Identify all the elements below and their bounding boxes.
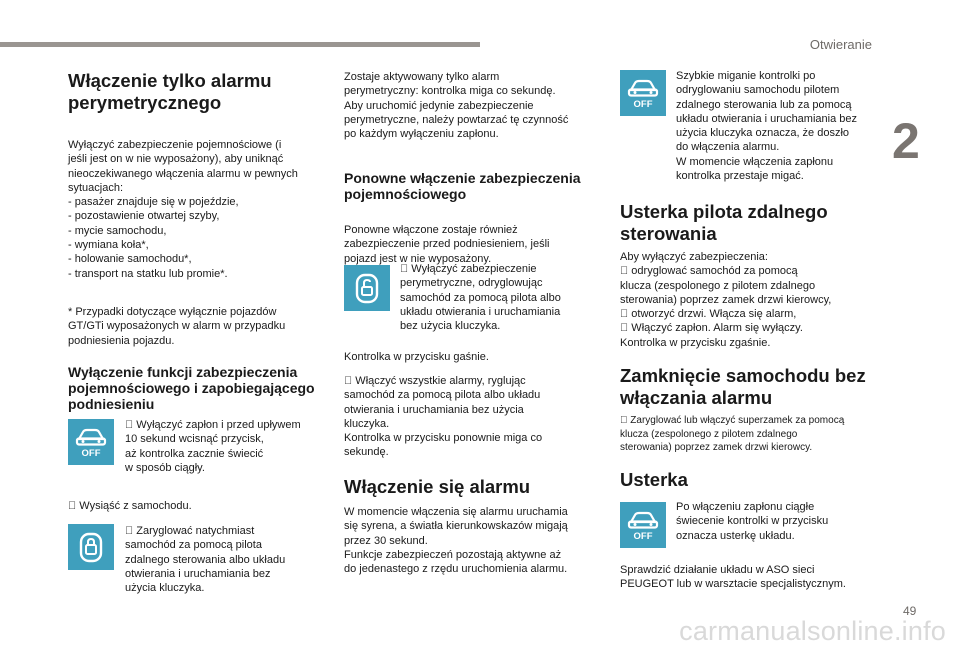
alarm-triggered-text: W momencie włączenia się alarmu uruchamia się syrena, a światła kierunkowskazów migają przez 30 sekund. Funkcje zabezpieczeń pozostają aktywne aż do jedenastego z rzędu uruchomienia alarmu. bbox=[344, 506, 568, 576]
lock-icon bbox=[68, 524, 114, 570]
chapter-number: 2 bbox=[892, 113, 920, 169]
lock-without-alarm-text: Zaryglować lub włączyć superzamek za pomocą klucza (zespolonego z pilotem zdalnego sterowania) poprzez zamek drzwi kierowcy. bbox=[620, 415, 834, 453]
footnote: * Przypadki dotyczące wyłącznie pojazdów GT/GTi wyposażonych w alarm w przypadku podniesienia pojazdu. bbox=[68, 306, 286, 347]
intro-text: Wyłączyć zabezpieczenie pojemnościowe (i jeśli jest on w nie wyposażony), aby uniknąć nieoczekiwanego włączenia alarmu w pewnych sytuacjach: - pasażer znajduje się w pojeździe, - pozostawienie otwartej szyby, - mycie samochodu, - wymiana koła*, - holowanie samochodu*, - transport na statku lub promie*. bbox=[68, 139, 298, 280]
step-press-button: Wyłączyć zapłon i przed upływem 10 sekund wcisnąć przycisk, aż kontrolka zacznie świecić w sposób ciągły. bbox=[125, 419, 290, 474]
heading-perimeter-alarm: Włączenie tylko alarmu perymetrycznego bbox=[68, 70, 272, 113]
step-exit-vehicle: Wysiąść z samochodu. bbox=[68, 500, 181, 512]
heading-lock-without-alarm: Zamknięcie samochodu bez włączania alarmu bbox=[620, 365, 866, 408]
svg-text:OFF: OFF bbox=[633, 99, 653, 110]
heading-reenable-volumetric: Ponowne włączenie zabezpieczenia pojemnościowego bbox=[344, 170, 581, 202]
service-text: Sprawdzić działanie układu w ASO sieci PEUGEOT lub w warsztacie specjalistycznym. bbox=[620, 564, 846, 591]
heading-disable-volumetric: Wyłączenie funkcji zabezpieczenia pojemnościowego i zapobiegającego podniesieniu bbox=[68, 364, 315, 412]
header-bar bbox=[0, 42, 480, 47]
light-off-text: Kontrolka w przycisku gaśnie. bbox=[344, 351, 489, 363]
section-label: Otwieranie bbox=[809, 37, 872, 52]
step-lock-vehicle: Zaryglować natychmiast samochód za pomocą pilota zdalnego sterowania albo układu otwierania i uruchamiania bez użycia kluczyka. bbox=[125, 525, 286, 595]
svg-text:OFF: OFF bbox=[633, 531, 653, 542]
remote-fault-steps: Aby wyłączyć zabezpieczenia: odryglować samochód za pomocą klucza (zespolonego z pilotem zdalnego sterowania) poprzez zamek drzwi kierowcy, otworzyć drzwi. Włącza się alarm, Włączyć zapłon. Alarm się wyłączy. Kontrolka w przycisku zgaśnie. bbox=[620, 251, 832, 349]
alarm-off-button-icon bbox=[68, 419, 114, 465]
heading-alarm-triggered: Włączenie się alarmu bbox=[344, 476, 531, 497]
svg-text:OFF: OFF bbox=[81, 448, 101, 459]
page-number: 49 bbox=[903, 604, 917, 618]
fault-text: Po włączeniu zapłonu ciągłe świecenie kontrolki w przycisku oznacza usterkę układu. bbox=[676, 501, 829, 542]
watermark: carmanualsonline.info bbox=[679, 616, 946, 646]
step-enable-all-alarms: Włączyć wszystkie alarmy, ryglując samochód za pomocą pilota albo układu otwierania i uruchamiania bez użycia kluczyka. Kontrolka w przycisku ponownie miga co sekundę. bbox=[344, 375, 543, 459]
perimeter-activated-text: Zostaje aktywowany tylko alarm perymetryczny: kontrolka miga co sekundę. Aby uruchomić jedynie zabezpieczenie perymetryczne, należy powtarzać tę czynność po każdym wyłączeniu zapłonu. bbox=[344, 71, 569, 141]
step-disable-perimeter: Wyłączyć zabezpieczenie perymetryczne, odryglowując samochód za pomocą pilota albo układu otwierania i uruchamiania bez użycia kluczyka. bbox=[400, 263, 561, 333]
fast-blinking-text: Szybkie miganie kontrolki po odryglowaniu samochodu pilotem zdalnego sterowania lub za pomocą układu otwierania i uruchamiania bez użycia kluczyka oznacza, że doszło do włączenia alarmu. W momencie włączenia zapłonu kontrolka przestaje migać. bbox=[676, 70, 857, 183]
heading-fault: Usterka bbox=[620, 469, 688, 490]
unlock-icon bbox=[344, 265, 390, 311]
alarm-off-button-icon-3 bbox=[620, 502, 666, 548]
reenable-text: Ponowne włączone zostaje również zabezpieczenie przed podniesieniem, jeśli pojazd jest w nie wyposażony. bbox=[344, 224, 550, 265]
alarm-off-button-icon-2 bbox=[620, 70, 666, 116]
heading-remote-fault: Usterka pilota zdalnego sterowania bbox=[620, 201, 828, 244]
